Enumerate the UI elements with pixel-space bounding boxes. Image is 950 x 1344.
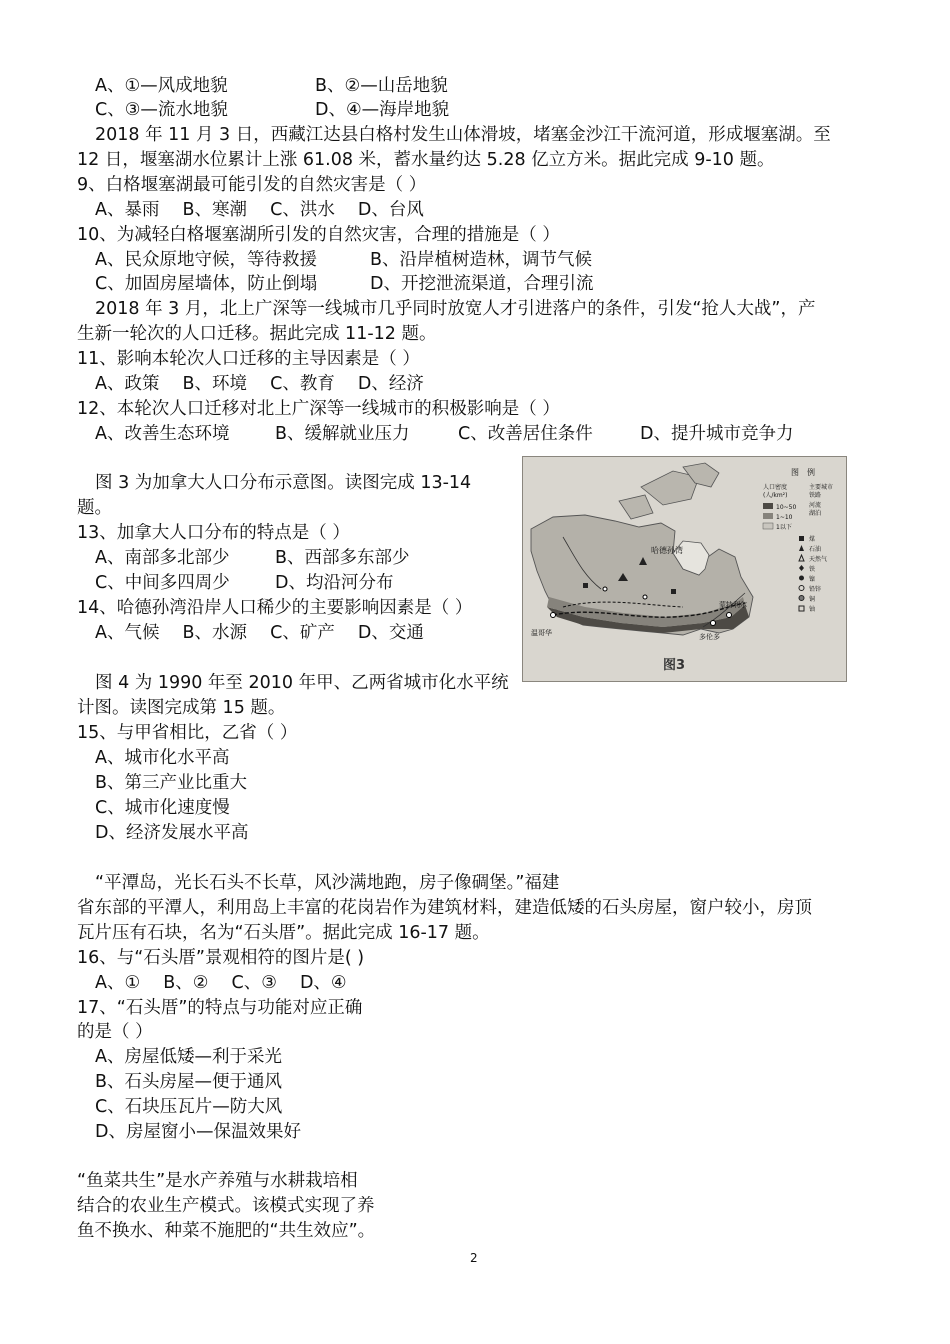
question-15: 15、与甲省相比，乙省（ ） (77, 723, 298, 743)
legend-item-city: 主要城市 (809, 484, 834, 491)
intro-15-line2: 计图。读图完成第 15 题。 (77, 698, 286, 718)
option-10b: B、沿岸植树造林，调节气候 (370, 250, 593, 270)
options-9: A、暴雨 B、寒潮 C、洪水 D、台风 (95, 200, 424, 220)
figure-caption: 图3 (663, 658, 686, 673)
legend-item-railway: 铁路 (809, 492, 822, 499)
option-12d: D、提升城市竞争力 (640, 424, 794, 444)
question-9: 9、白格堰塞湖最可能引发的自然灾害是（ ） (77, 175, 427, 195)
legend-density-class: 10~50 (776, 504, 797, 511)
legend-item-iron: 铁 (809, 566, 816, 573)
option-12c: C、改善居住条件 (458, 424, 593, 444)
question-14: 14、哈德孙湾沿岸人口稀少的主要影响因素是（ ） (77, 598, 473, 618)
option-15a: A、城市化水平高 (95, 748, 230, 768)
option-13b: B、西部多东部少 (275, 548, 410, 568)
passage-11-12-line2: 生新一轮次的人口迁移。据此完成 11-12 题。 (77, 324, 437, 344)
legend-item-copper: 铜 (809, 596, 816, 603)
question-11: 11、影响本轮次人口迁移的主导因素是（ ） (77, 349, 420, 369)
passage-16-17-line2: 省东部的平潭人，利用岛上丰富的花岗岩作为建筑材料，建造低矮的石头房屋，窗户较小，房顶 (77, 898, 812, 918)
option-13d: D、均沿河分布 (275, 573, 394, 593)
canada-population-map (522, 456, 847, 682)
legend-density-class: 1以下 (776, 524, 792, 531)
option-13a: A、南部多北部少 (95, 548, 230, 568)
city-marker-toronto (711, 621, 716, 626)
question-17-line1: 17、“石头厝”的特点与功能对应正确 (77, 998, 363, 1018)
intro-15-line1: 图 4 为 1990 年至 2010 年甲、乙两省城市化水平统 (95, 673, 509, 693)
option-15c: C、城市化速度慢 (95, 798, 230, 818)
option-17c: C、石块压瓦片—防大风 (95, 1097, 283, 1117)
option-17b: B、石头房屋—便于通风 (95, 1072, 283, 1092)
intro-13-14-line2: 题。 (77, 498, 112, 518)
legend-item-gas: 天然气 (809, 556, 828, 563)
option-10d: D、开挖泄流渠道，合理引流 (370, 274, 594, 294)
coal-icon (671, 589, 676, 594)
option-10a: A、民众原地守候，等待救援 (95, 250, 317, 270)
passage-16-17-line3: 瓦片压有石块，名为“石头厝”。据此完成 16-17 题。 (77, 923, 490, 943)
legend-title: 图 例 (791, 468, 815, 477)
label-toronto: 多伦多 (699, 633, 720, 641)
copper-legend-icon (799, 596, 804, 601)
legend-density-class: 1~10 (776, 514, 793, 521)
options-14: A、气候 B、水源 C、矿产 D、交通 (95, 623, 424, 643)
passage-9-10-line1: 2018 年 11 月 3 日，西藏江达县白格村发生山体滑坡，堵塞金沙江干流河道，形成堰塞湖。至 (95, 125, 831, 145)
option-8a: A、①—风成地貌 (95, 76, 228, 96)
passage-18-line1: “鱼菜共生”是水产养殖与水耕栽培相 (77, 1171, 358, 1191)
label-vancouver: 温哥华 (531, 629, 552, 637)
option-17d: D、房屋窗小—保温效果好 (95, 1122, 301, 1142)
legend-swatch-dense (763, 503, 773, 509)
city-marker-vancouver (551, 613, 556, 618)
option-10c: C、加固房屋墙体，防止倒塌 (95, 274, 318, 294)
passage-11-12-line1: 2018 年 3 月，北上广深等一线城市几乎同时放宽人才引进落户的条件，引发“抢人大战”，产 (95, 299, 816, 319)
option-8c: C、③—流水地貌 (95, 100, 228, 120)
coal-icon (583, 583, 588, 588)
options-16: A、① B、② C、③ D、④ (95, 973, 347, 993)
option-8b: B、②—山岳地貌 (315, 76, 448, 96)
coal-legend-icon (799, 536, 804, 541)
legend-swatch-sparse (763, 523, 773, 529)
legend-item-leadzinc: 铅锌 (809, 586, 822, 593)
nickel-legend-icon (799, 576, 804, 581)
legend-swatch-medium (763, 513, 773, 519)
option-13c: C、中间多四周少 (95, 573, 230, 593)
passage-9-10-line2: 12 日，堰塞湖水位累计上涨 61.08 米，蓄水量约达 5.28 亿立方米。据此完成 9-10 题。 (77, 150, 775, 170)
legend-density-unit: (人/km²) (763, 492, 788, 499)
city-marker (643, 595, 647, 599)
legend-item-nickel: 镍 (809, 576, 816, 583)
question-10: 10、为减轻白格堰塞湖所引发的自然灾害，合理的措施是（ ） (77, 225, 560, 245)
city-marker (603, 587, 607, 591)
passage-18-line3: 鱼不换水、种菜不施肥的“共生效应”。 (77, 1221, 376, 1241)
legend-item-uranium: 铀 (809, 606, 816, 613)
question-12: 12、本轮次人口迁移对北上广深等一线城市的积极影响是（ ） (77, 399, 560, 419)
option-15b: B、第三产业比重大 (95, 773, 248, 793)
legend-item-lake: 湖泊 (809, 510, 822, 517)
city-marker-montreal (727, 613, 732, 618)
legend-item-river: 河流 (809, 502, 822, 509)
label-montreal: 蒙特利尔 (719, 601, 747, 609)
option-8d: D、④—海岸地貌 (315, 100, 450, 120)
legend-item-oil: 石油 (809, 546, 822, 553)
passage-16-17-line1: “平潭岛，光长石头不长草，风沙满地跑，房子像碉堡。”福建 (95, 873, 560, 893)
label-hudson-bay: 哈德孙湾 (651, 546, 683, 555)
question-16: 16、与“石头厝”景观相符的图片是( ) (77, 948, 365, 968)
option-17a: A、房屋低矮—利于采光 (95, 1047, 282, 1067)
passage-18-line2: 结合的农业生产模式。该模式实现了养 (77, 1196, 375, 1216)
question-13: 13、加拿大人口分布的特点是（ ） (77, 523, 350, 543)
page-number: 2 (470, 1251, 478, 1265)
options-11: A、政策 B、环境 C、教育 D、经济 (95, 374, 424, 394)
question-17-line2: 的是（ ） (77, 1022, 153, 1042)
legend-density-label: 人口密度 (763, 484, 788, 491)
option-12a: A、改善生态环境 (95, 424, 230, 444)
option-15d: D、经济发展水平高 (95, 823, 249, 843)
intro-13-14-line1: 图 3 为加拿大人口分布示意图。读图完成 13-14 (95, 473, 472, 493)
legend-item-coal: 煤 (809, 536, 816, 543)
option-12b: B、缓解就业压力 (275, 424, 410, 444)
